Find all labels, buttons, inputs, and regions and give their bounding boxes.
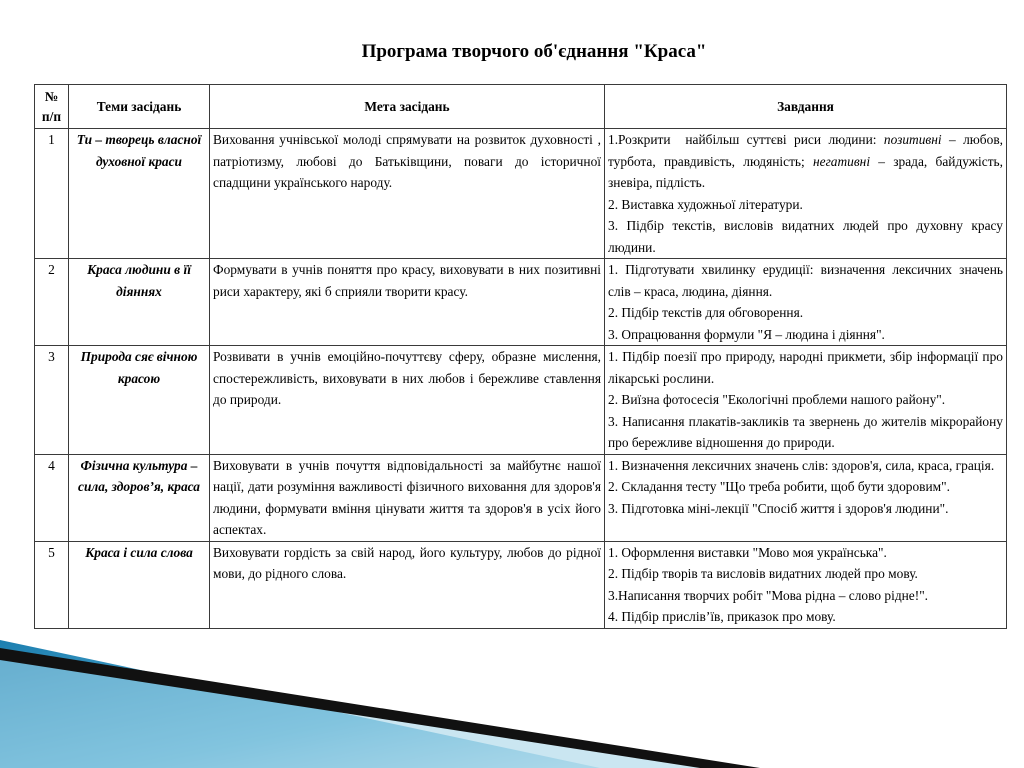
table-row [35, 259, 1007, 346]
row-number: 3 [35, 346, 69, 455]
row-goal: Виховувати гордість за свій народ, його культуру, любов до рідної мови, до рідного слова. [210, 541, 605, 628]
task-item: 2. Виїзна фотосесія "Екологічні проблеми нашого району". [608, 392, 946, 407]
column-header-tasks: Завдання [605, 85, 1007, 129]
task-item: 3. Підбір текстів, висловів видатних людей про духовну красу людини. [608, 218, 1003, 255]
task-item: 2. Складання тесту "Що треба робити, щоб бути здоровим". [608, 479, 950, 494]
task-item: 1. Підготувати хвилинку ерудиції: визначення лексичних значень слів – краса, людина, діяння. [608, 262, 1003, 299]
task-item: 1. Визначення лексичних значень слів: здоров'я, сила, краса, грація. [608, 457, 995, 473]
task-item: 3. Написання плакатів-закликів та звернень до жителів мікрорайону про бережливе відношення до природи. [608, 413, 1003, 450]
row-goal: Розвивати в учнів емоційно-почуттєву сферу, образне мислення, спостережливість, виховувати в них любов і бережливе ставлення до природи. [210, 346, 605, 455]
row-topic: Природа сяє вічною красою [69, 346, 210, 455]
column-header-num: № п/п [35, 85, 69, 129]
column-header-topics: Теми засідань [69, 85, 210, 129]
task-item: 2. Підбір творів та висловів видатних людей про мову. [608, 566, 918, 581]
table-header-row [35, 85, 1007, 129]
program-table [34, 84, 1007, 629]
row-tasks [605, 129, 1007, 259]
row-goal: Формувати в учнів поняття про красу, виховувати в них позитивні риси характеру, які б сприяли творити красу. [210, 259, 605, 346]
task-item: 3.Написання творчих робіт "Мова рідна – слово рідне!". [608, 587, 929, 603]
row-topic: Краса людини в її діяннях [69, 259, 210, 346]
task-item: 1. Оформлення виставки "Мово моя українська". [608, 544, 887, 560]
task-item: 3. Підготовка міні-лекції "Спосіб життя і здоров'я людини". [608, 500, 949, 516]
row-number: 1 [35, 129, 69, 259]
row-tasks [605, 541, 1007, 628]
task-item: 2. Виставка художньої літератури. [608, 196, 803, 212]
table-row [35, 454, 1007, 541]
row-goal: Виховувати в учнів почуття відповідальності за майбутнє нашої нації, дати розуміння важливості фізичного виховання для здоров'я людини, формувати вміння цінувати життя та здоров'я в усіх його аспектах. [210, 454, 605, 541]
row-topic: Фізична культура – сила, здоров’я, краса [69, 454, 210, 541]
row-number: 5 [35, 541, 69, 628]
row-topic: Ти – творець власної духовної краси [69, 129, 210, 259]
row-tasks [605, 259, 1007, 346]
page-title: Програма творчого об'єднання "Краса" [361, 41, 707, 62]
row-tasks [605, 454, 1007, 541]
column-header-goal: Мета засідань [210, 85, 605, 129]
table-row [35, 346, 1007, 455]
table-row [35, 541, 1007, 628]
task-item: 1. Підбір поезії про природу, народні прикмети, збір інформації про лікарські рослини. [608, 349, 1003, 386]
task-item: 4. Підбір прислів’їв, приказок про мову. [608, 609, 836, 624]
task-item: 1.Розкрити найбільш суттєві риси людини: позитивні – любов, турбота, правдивість, людяність; негативні – зрада, байдужість, зневіра, підлість. [608, 132, 1003, 190]
table-row [35, 129, 1007, 259]
task-item: 2. Підбір текстів для обговорення. [608, 305, 804, 320]
row-topic: Краса і сила слова [69, 541, 210, 628]
row-number: 4 [35, 454, 69, 541]
task-item: 3. Опрацювання формули "Я – людина і діяння". [608, 326, 885, 342]
row-tasks [605, 346, 1007, 455]
row-goal: Виховання учнівської молоді спрямувати на розвиток духовності , патріотизму, любові до Батьківщини, поваги до історичної спадщини українського народу. [210, 129, 605, 259]
row-number: 2 [35, 259, 69, 346]
